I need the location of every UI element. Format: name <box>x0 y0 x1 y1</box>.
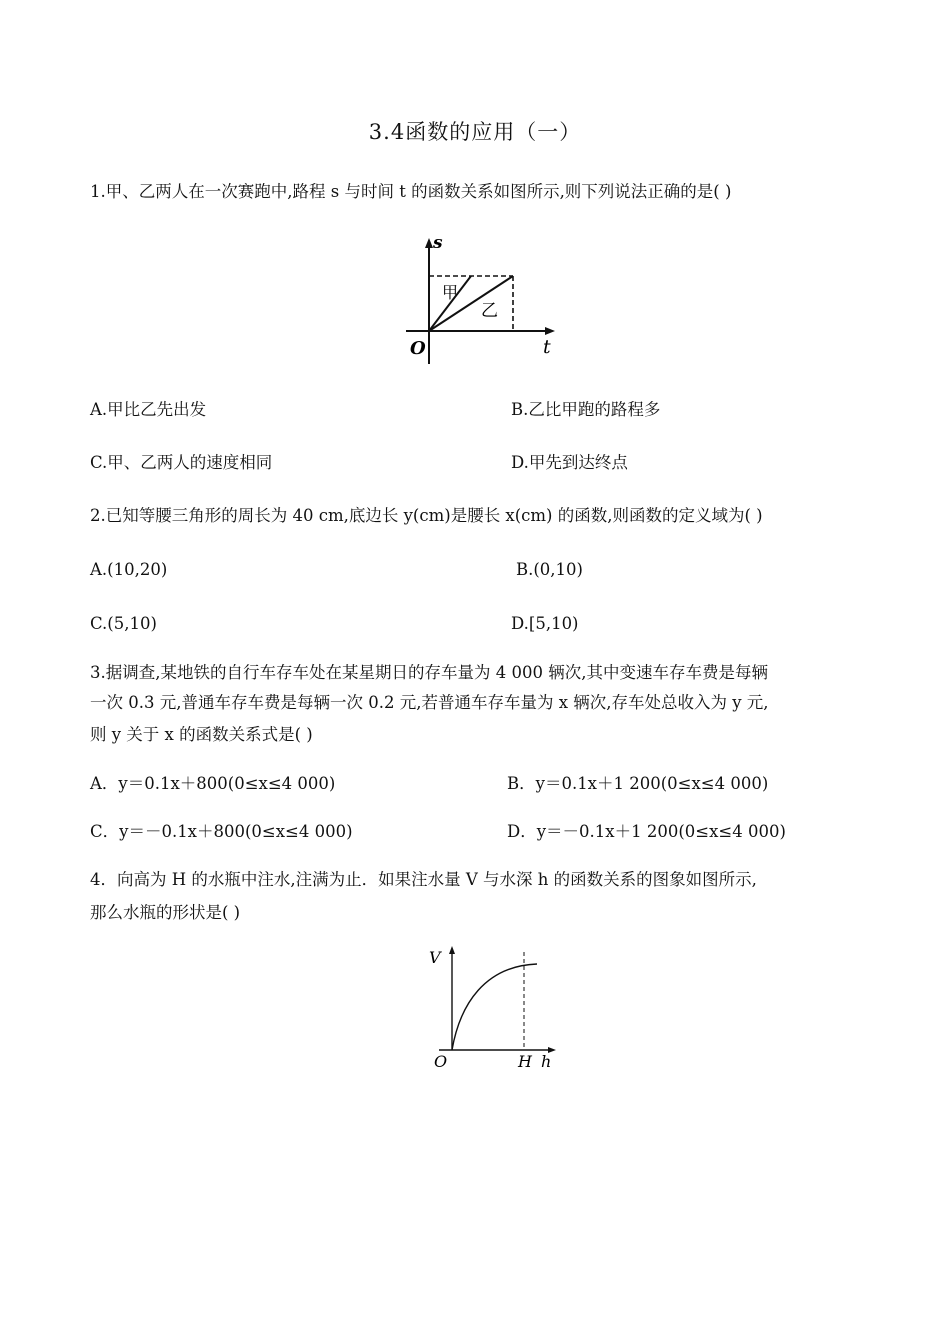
question-3-option-b[interactable]: B．y＝0.1x＋1 200(0≤x≤4 000) <box>507 774 769 793</box>
question-3-option-d[interactable]: D．y＝－0.1x＋1 200(0≤x≤4 000) <box>507 822 786 841</box>
question-1-option-b[interactable]: B.乙比甲跑的路程多 <box>511 400 661 419</box>
y-axis-arrow <box>449 946 455 954</box>
x-axis-label: h <box>541 1052 552 1071</box>
question-1-option-c[interactable]: C.甲、乙两人的速度相同 <box>90 453 273 472</box>
question-4-figure <box>425 940 565 1079</box>
distance-time-graph <box>400 232 560 372</box>
question-3-stem-line-1: 3.据调查,某地铁的自行车存车处在某星期日的存车量为 4 000 辆次,其中变速车存车费是每辆 <box>90 663 768 682</box>
x-axis-label: t <box>543 336 551 358</box>
question-2-option-d[interactable]: D.[5,10) <box>511 614 579 633</box>
question-1-figure <box>400 232 560 376</box>
x-axis-arrow <box>545 327 555 335</box>
origin-label: O <box>434 1052 448 1071</box>
question-3-stem-line-3: 则 y 关于 x 的函数关系式是( ) <box>90 725 313 744</box>
question-2-option-b[interactable]: B.(0,10) <box>516 560 583 579</box>
question-3-option-a[interactable]: A．y＝0.1x＋800(0≤x≤4 000) <box>90 774 336 793</box>
origin-label: O <box>410 338 426 359</box>
question-2-option-a[interactable]: A.(10,20) <box>90 560 168 579</box>
volume-depth-graph <box>425 940 565 1075</box>
y-axis-arrow <box>425 238 433 248</box>
question-1-option-a[interactable]: A.甲比乙先出发 <box>90 400 207 419</box>
question-2-option-c[interactable]: C.(5,10) <box>90 614 157 633</box>
question-2-stem: 2.已知等腰三角形的周长为 40 cm,底边长 y(cm)是腰长 x(cm) 的函数,则函数的定义域为( ) <box>90 506 763 525</box>
y-axis-label: s <box>433 233 443 253</box>
question-4-stem-line-2: 那么水瓶的形状是( ) <box>90 903 241 922</box>
y-axis-label: V <box>429 948 441 967</box>
question-4-stem-line-1: 4．向高为 H 的水瓶中注水,注满为止．如果注水量 V 与水深 h 的函数关系的图象如图所示, <box>90 870 757 889</box>
label-yi: 乙 <box>481 301 498 321</box>
question-1-stem: 1.甲、乙两人在一次赛跑中,路程 s 与时间 t 的函数关系如图所示,则下列说法正确的是( ) <box>90 182 732 201</box>
label-jia: 甲 <box>442 283 459 302</box>
question-3-option-c[interactable]: C．y＝－0.1x＋800(0≤x≤4 000) <box>90 822 353 841</box>
question-3-stem-line-2: 一次 0.3 元,普通车存车费是每辆一次 0.2 元,若普通车存车量为 x 辆次,存车处总收入为 y 元, <box>90 693 769 712</box>
page-title: 3.4函数的应用（一） <box>368 120 582 144</box>
question-1-option-d[interactable]: D.甲先到达终点 <box>511 453 628 472</box>
height-mark-label: H <box>518 1052 532 1071</box>
